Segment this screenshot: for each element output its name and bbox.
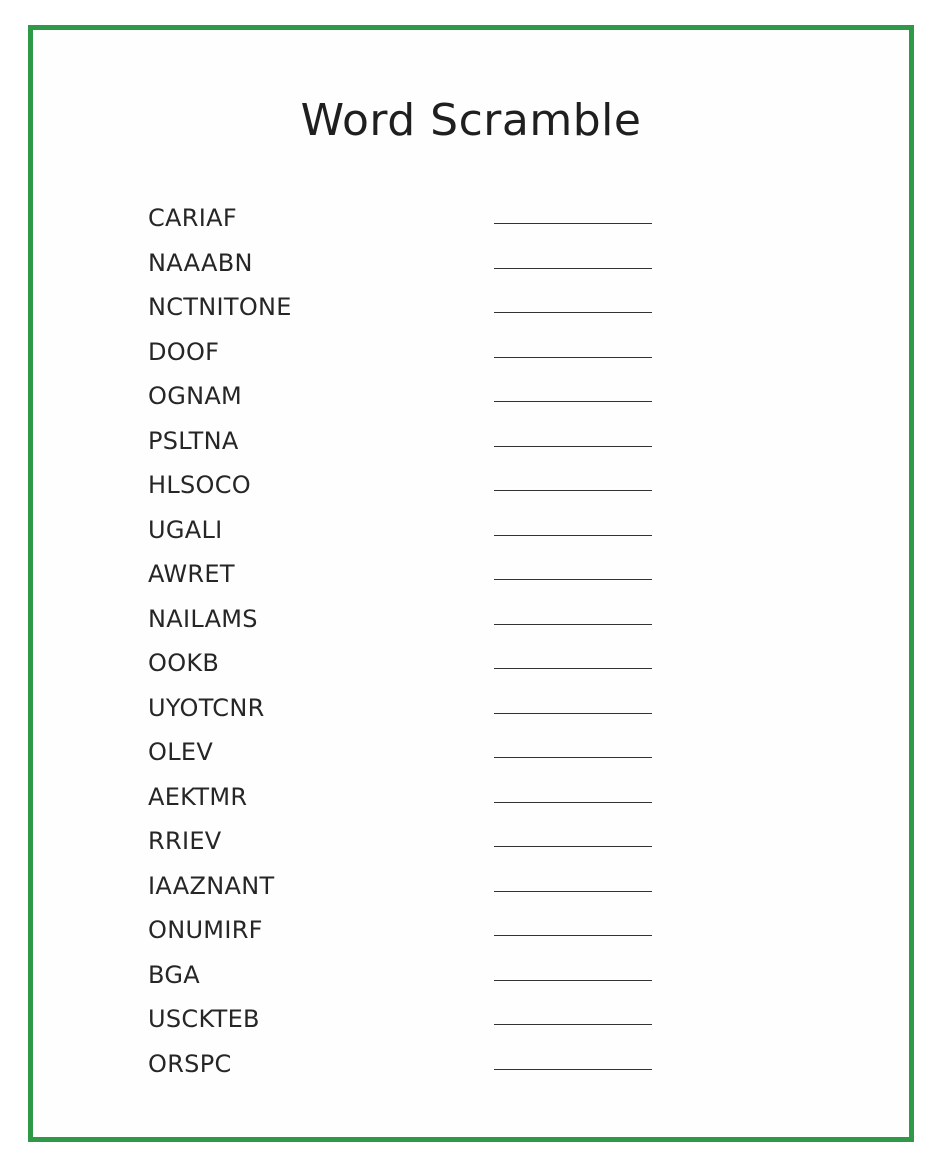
scrambled-word: BGA [148, 960, 200, 989]
scrambled-word: AEKTMR [148, 782, 248, 811]
word-row [148, 471, 668, 516]
word-row [148, 694, 668, 739]
word-row [148, 872, 668, 917]
answer-blank-line [494, 757, 652, 758]
scrambled-word: ONUMIRF [148, 916, 263, 944]
word-row [148, 516, 668, 561]
answer-blank-line [494, 935, 652, 936]
scrambled-word: RRIEV [148, 827, 222, 855]
word-row [148, 605, 668, 650]
scrambled-word: UGALI [148, 515, 223, 544]
scrambled-word: DOOF [148, 337, 220, 366]
word-row [148, 827, 668, 872]
answer-blank-line [494, 312, 652, 313]
scrambled-word: PSLTNA [148, 426, 239, 455]
scrambled-word: OGNAM [148, 382, 243, 410]
scrambled-word: HLSOCO [148, 471, 251, 499]
answer-blank-line [494, 713, 652, 714]
answer-blank-line [494, 1069, 652, 1070]
word-row [148, 249, 668, 294]
word-row [148, 338, 668, 383]
scrambled-word: AWRET [148, 560, 235, 588]
word-row [148, 293, 668, 338]
scrambled-word: CARIAF [148, 204, 237, 232]
word-row [148, 560, 668, 605]
scrambled-word: IAAZNANT [148, 871, 275, 900]
answer-blank-line [494, 579, 652, 580]
scrambled-word: NAILAMS [148, 604, 258, 633]
answer-blank-line [494, 401, 652, 402]
worksheet-border [28, 25, 914, 1142]
word-row [148, 1050, 668, 1095]
word-row [148, 961, 668, 1006]
answer-blank-line [494, 846, 652, 847]
answer-blank-line [494, 668, 652, 669]
word-row [148, 427, 668, 472]
answer-blank-line [494, 490, 652, 491]
answer-blank-line [494, 891, 652, 892]
answer-blank-line [494, 446, 652, 447]
word-row [148, 1005, 668, 1050]
worksheet-title: Word Scramble [300, 95, 642, 146]
answer-blank-line [494, 535, 652, 536]
answer-blank-line [494, 624, 652, 625]
scrambled-word: OOKB [148, 649, 220, 677]
scrambled-word: USCKTEB [148, 1005, 260, 1033]
scrambled-word: OLEV [148, 738, 214, 766]
word-row [148, 916, 668, 961]
scrambled-word: NCTNITONE [148, 293, 292, 321]
answer-blank-line [494, 980, 652, 981]
word-row [148, 738, 668, 783]
scrambled-word: ORSPC [148, 1049, 232, 1078]
answer-blank-line [494, 357, 652, 358]
answer-blank-line [494, 802, 652, 803]
answer-blank-line [494, 268, 652, 269]
word-row [148, 382, 668, 427]
answer-blank-line [494, 1024, 652, 1025]
word-row [148, 783, 668, 828]
word-row [148, 204, 668, 249]
scrambled-word: UYOTCNR [148, 693, 265, 722]
word-list [148, 204, 668, 1094]
scrambled-word: NAAABN [148, 248, 253, 277]
word-row [148, 649, 668, 694]
answer-blank-line [494, 223, 652, 224]
